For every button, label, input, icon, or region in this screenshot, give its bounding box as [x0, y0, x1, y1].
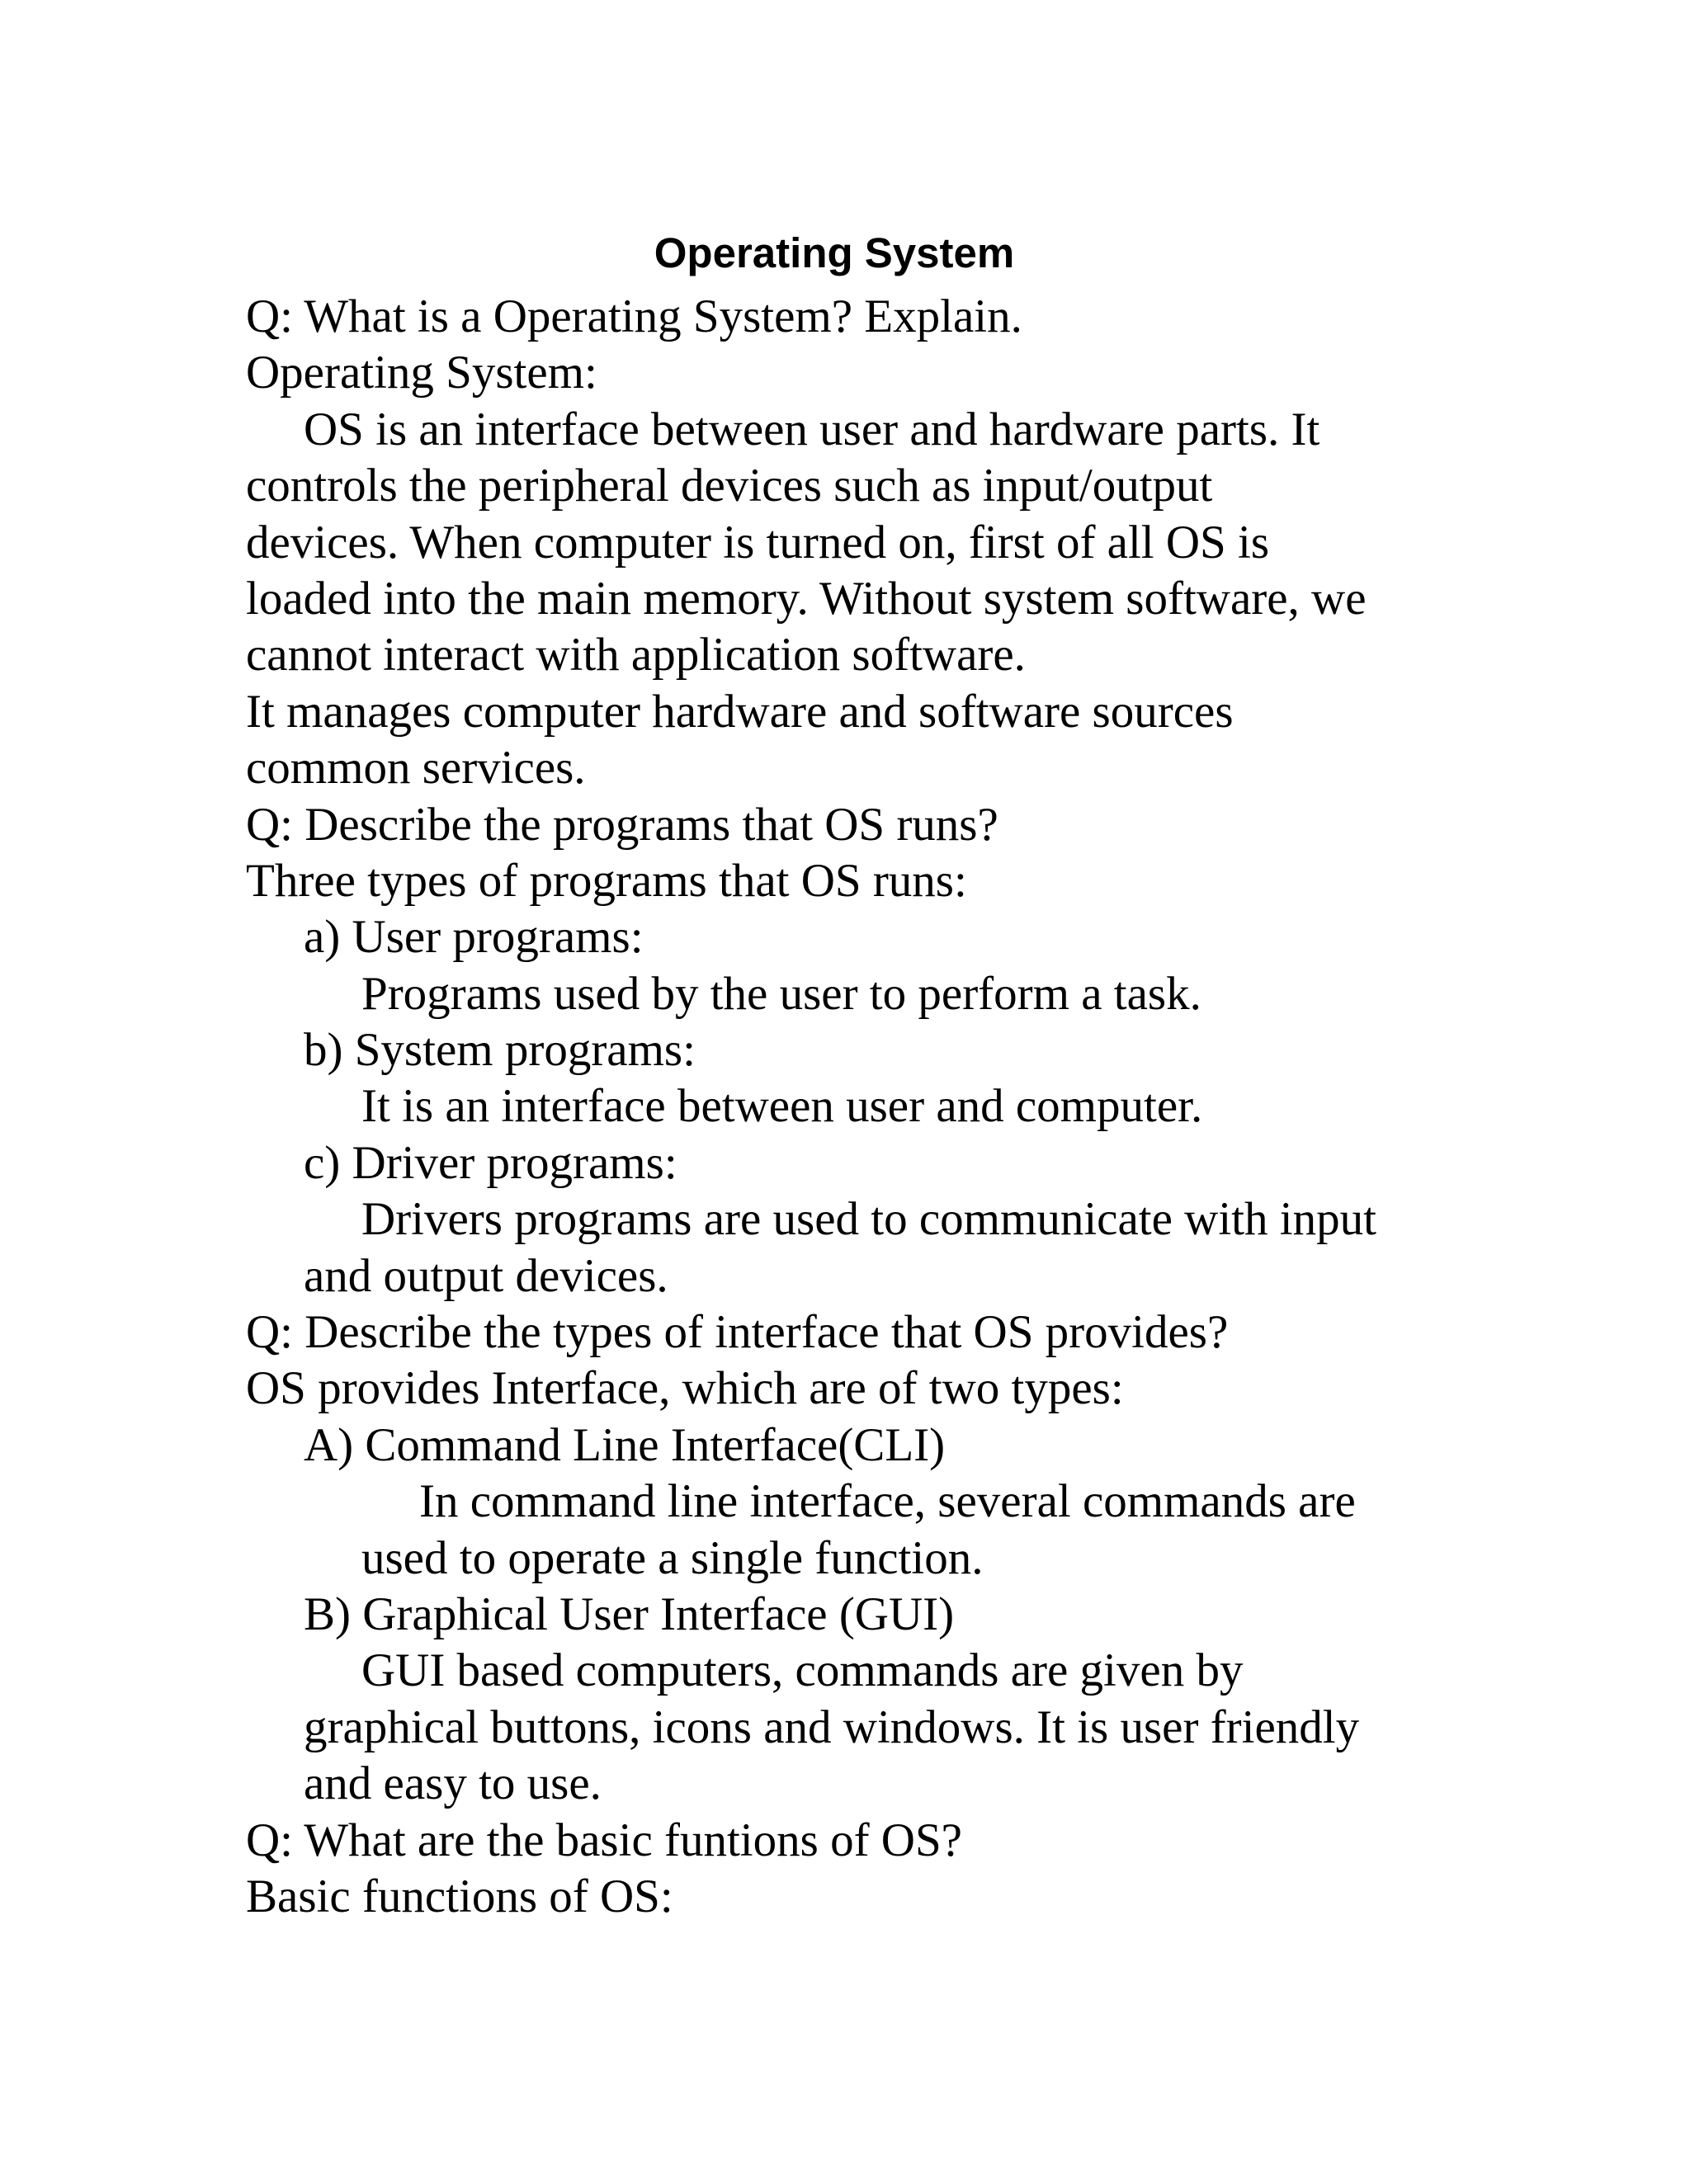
list-item-description: Drivers programs are used to communicate with input: [361, 1193, 1376, 1246]
document-body: [246, 289, 1649, 1925]
question-line: Q: What is a Operating System? Explain.: [246, 290, 1022, 342]
page-title: Operating System: [654, 229, 1015, 276]
list-item-description: Programs used by the user to perform a task.: [361, 967, 1201, 1020]
paragraph-line: cannot interact with application software.: [246, 629, 1026, 682]
list-item-label: a) User programs:: [304, 911, 644, 964]
question-line: Q: What are the basic funtions of OS?: [246, 1814, 962, 1866]
list-item-label: b) System programs:: [304, 1024, 696, 1077]
paragraph-line: devices. When computer is turned on, first of all OS is: [246, 516, 1270, 568]
list-item-description: GUI based computers, commands are given by: [361, 1644, 1244, 1697]
paragraph-line: loaded into the main memory. Without system software, we: [246, 572, 1367, 625]
paragraph-line: OS is an interface between user and hardware parts. It: [304, 403, 1320, 455]
list-item-label: B) Graphical User Interface (GUI): [304, 1587, 955, 1640]
list-item-description: and easy to use.: [304, 1757, 602, 1810]
list-item-description: used to operate a single function.: [361, 1531, 984, 1584]
question-line: Q: Describe the programs that OS runs?: [246, 798, 998, 851]
paragraph-line: Three types of programs that OS runs:: [246, 854, 967, 907]
list-item-label: A) Command Line Interface(CLI): [304, 1418, 946, 1471]
paragraph-line: It manages computer hardware and software sources: [246, 685, 1234, 738]
list-item-description: In command line interface, several commands are: [419, 1475, 1356, 1528]
section-heading: Operating System:: [246, 347, 597, 399]
list-item-description: It is an interface between user and computer.: [361, 1080, 1203, 1133]
question-line: Q: Describe the types of interface that OS provides?: [246, 1306, 1229, 1359]
list-item-description: and output devices.: [304, 1249, 668, 1302]
list-item-description: graphical buttons, icons and windows. It is user friendly: [304, 1701, 1360, 1753]
list-item-label: c) Driver programs:: [304, 1136, 677, 1189]
paragraph-line: common services.: [246, 742, 586, 795]
paragraph-line: controls the peripheral devices such as input/output: [246, 460, 1213, 512]
paragraph-line: Basic functions of OS:: [246, 1870, 673, 1922]
paragraph-line: OS provides Interface, which are of two types:: [246, 1362, 1124, 1415]
